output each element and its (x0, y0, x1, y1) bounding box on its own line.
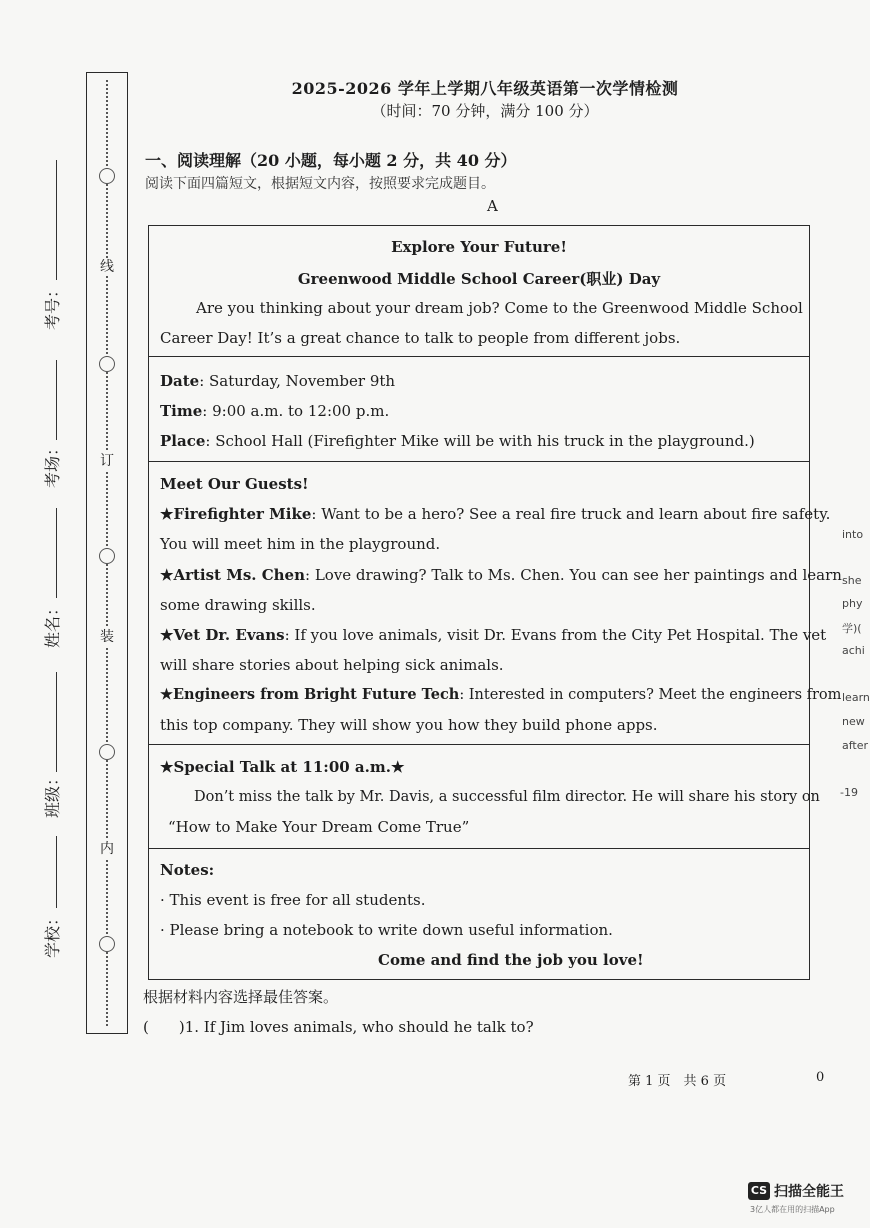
edge-fragment: achi (842, 644, 865, 657)
guests-heading: Meet Our Guests! (160, 475, 309, 493)
guest-artist (160, 560, 842, 590)
time-label: Time (160, 402, 203, 420)
field-name-line (56, 508, 57, 598)
section-instruction: 阅读下面四篇短文，根据短文内容，按照要求完成题目。 (145, 176, 495, 192)
seal-char: 装 (100, 629, 114, 645)
poster-subtitle: Greenwood Middle School Career(职业) Day (297, 270, 661, 288)
guest-firefighter (160, 499, 830, 529)
guest-engineers-line2: this top company. They will show you how they build phone apps. (160, 716, 658, 734)
guest-artist-line2: some drawing skills. (160, 596, 316, 614)
poster-divider (148, 744, 810, 745)
edge-fragment: -19 (840, 786, 858, 799)
page-mark: 0 (816, 1070, 825, 1085)
poster-title: Explore Your Future! (391, 238, 567, 256)
guest-firefighter-line2: You will meet him in the playground. (160, 535, 441, 553)
poster-time (160, 396, 389, 426)
poster-place (160, 426, 755, 456)
field-class-line (56, 672, 57, 772)
question-1: ( )1. If Jim loves animals, who should he talk to? (143, 1018, 534, 1036)
seal-char: 线 (100, 259, 114, 275)
seal-circle (99, 548, 115, 564)
poster-divider (148, 356, 810, 357)
special-talk-line1: Don’t miss the talk by Mr. Davis, a successful film director. He will share his story on (194, 789, 820, 805)
edge-fragment: new (842, 715, 865, 728)
questions-instruction: 根据材料内容选择最佳答案。 (143, 988, 339, 1006)
seal-circle (99, 744, 115, 760)
poster-intro-line1: Are you thinking about your dream job? Come to the Greenwood Middle School (196, 299, 803, 317)
scanner-watermark (748, 1178, 860, 1222)
field-class-label: 班级： (43, 769, 62, 818)
seal-char: 内 (100, 841, 114, 857)
camscanner-logo-icon: CS (748, 1182, 770, 1200)
note-item: · This event is free for all students. (160, 891, 426, 909)
date-value: : Saturday, November 9th (199, 372, 396, 390)
edge-fragment: into (842, 528, 864, 541)
seal-circle (99, 936, 115, 952)
watermark-tagline: 3亿人都在用的扫描App (750, 1205, 835, 1214)
poster-divider (148, 461, 810, 462)
field-school-line (56, 836, 57, 908)
guest-engineers (160, 680, 841, 710)
note-item: · Please bring a notebook to write down useful information. (160, 921, 613, 939)
place-label: Place (160, 432, 206, 450)
section-heading: 一、阅读理解（20 小题，每小题 2 分，共 40 分） (145, 151, 517, 170)
date-label: Date (160, 372, 200, 390)
field-name-label: 姓名： (43, 599, 62, 648)
poster-divider (148, 848, 810, 849)
poster-closing: Come and find the job you love! (378, 951, 644, 969)
edge-fragment: after (842, 739, 869, 752)
seal-char: 订 (100, 453, 114, 469)
notes-heading: Notes: (160, 861, 215, 879)
guest-name: ★Artist Ms. Chen (160, 566, 305, 584)
edge-fragment: 学)( (842, 622, 862, 635)
field-exam-number-line (56, 160, 57, 280)
guest-vet (160, 620, 826, 650)
field-exam-room-line (56, 360, 57, 440)
exam-title: 2025-2026 学年上学期八年级英语第一次学情检测 (291, 79, 679, 98)
guest-desc: : Love drawing? Talk to Ms. Chen. You can see her paintings and learn (305, 566, 842, 584)
field-school-label: 学校： (43, 909, 62, 958)
exam-subtitle: （时间：70 分钟，满分 100 分） (371, 102, 599, 120)
edge-fragment: phy (842, 597, 863, 610)
poster-date (160, 366, 395, 396)
special-talk-heading: ★Special Talk at 11:00 a.m.★ (160, 758, 405, 776)
guest-vet-line2: will share stories about helping sick animals. (160, 656, 504, 674)
seal-circle (99, 168, 115, 184)
place-value: : School Hall (Firefighter Mike will be with his truck in the playground.) (205, 432, 755, 450)
edge-fragment: learn (842, 691, 870, 704)
poster-intro-line2: Career Day! It’s a great chance to talk to people from different jobs. (160, 329, 681, 347)
guest-desc: : If you love animals, visit Dr. Evans from the City Pet Hospital. The vet (284, 626, 827, 644)
special-talk-line2: “How to Make Your Dream Come True” (168, 818, 470, 836)
page-number: 第 1 页 共 6 页 (628, 1074, 727, 1089)
field-exam-room-label: 考场： (43, 439, 62, 488)
guest-name: ★Firefighter Mike (160, 505, 312, 523)
guest-name: ★Engineers from Bright Future Tech (160, 686, 460, 703)
passage-label: A (487, 197, 498, 215)
guest-name: ★Vet Dr. Evans (160, 626, 285, 644)
edge-fragment: she (842, 574, 862, 587)
seal-circle (99, 356, 115, 372)
time-value: : 9:00 a.m. to 12:00 p.m. (202, 402, 390, 420)
field-exam-number-label: 考号： (43, 281, 62, 330)
watermark-name: 扫描全能王 (774, 1184, 844, 1200)
guest-desc: : Interested in computers? Meet the engineers from (459, 687, 842, 703)
guest-desc: : Want to be a hero? See a real fire truck and learn about fire safety. (311, 505, 831, 523)
